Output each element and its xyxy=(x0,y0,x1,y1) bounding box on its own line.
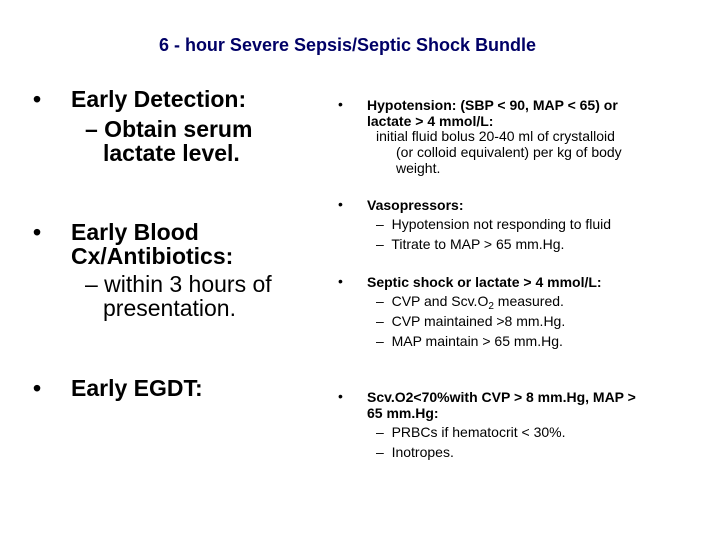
early-egdt-heading: Early EGDT: xyxy=(71,375,203,401)
septic-shock-item-text: MAP maintain > 65 mm.Hg. xyxy=(391,333,563,349)
early-blood-heading-line2: Cx/Antibiotics: xyxy=(71,243,234,269)
bullet-marker: • xyxy=(33,86,42,112)
septic-shock-item xyxy=(376,311,565,331)
hypotension-heading-line2: lactate > 4 mmol/L: xyxy=(367,113,494,129)
early-blood-sub-line1: – within 3 hours of xyxy=(85,271,272,297)
bullet-early-detection xyxy=(33,87,246,111)
dash-marker: – xyxy=(376,236,384,252)
early-detection-heading: Early Detection: xyxy=(71,86,247,112)
early-blood-heading-line1: Early Blood xyxy=(71,219,199,245)
bullet-marker: • xyxy=(33,219,42,245)
hypotension-text-line3: weight. xyxy=(396,160,441,176)
early-detection-sub-line1: – Obtain serum xyxy=(85,116,253,142)
dash-marker: – xyxy=(376,444,384,460)
bullet-early-blood xyxy=(33,220,199,244)
scvo2-heading-line2: 65 mm.Hg: xyxy=(367,405,439,421)
dash-marker: – xyxy=(376,424,384,440)
scvo2-item-text: PRBCs if hematocrit < 30%. xyxy=(391,424,566,440)
septic-shock-heading: Septic shock or lactate > 4 mmol/L: xyxy=(367,274,602,290)
vasopressors-item-text: Hypotension not responding to fluid xyxy=(391,216,612,232)
dash-marker: – xyxy=(376,293,384,309)
hypotension-text-line1: initial fluid bolus 20-40 ml of crystalloid xyxy=(376,128,615,144)
vasopressors-heading: Vasopressors: xyxy=(367,197,464,213)
septic-shock-item-text: CVP maintained >8 mm.Hg. xyxy=(391,313,566,329)
septic-shock-item-text-end: measured. xyxy=(493,293,564,309)
vasopressors-item xyxy=(376,234,564,254)
bullet-marker: • xyxy=(33,375,42,401)
vasopressors-item xyxy=(376,214,611,234)
hypotension-text-line2: (or colloid equivalent) per kg of body xyxy=(396,144,622,160)
dash-marker: – xyxy=(376,216,384,232)
dash-marker: – xyxy=(376,313,384,329)
bullet-marker: • xyxy=(338,96,343,112)
bullet-early-egdt xyxy=(33,376,203,400)
dash-marker: – xyxy=(376,333,384,349)
slide-title: 6 - hour Severe Sepsis/Septic Shock Bundle xyxy=(158,35,537,55)
scvo2-item-text: Inotropes. xyxy=(391,444,454,460)
septic-shock-item xyxy=(376,331,563,351)
bullet-marker: • xyxy=(338,273,343,289)
early-blood-sub-line2: presentation. xyxy=(103,295,236,321)
subscript-2: 2 xyxy=(488,301,494,312)
septic-shock-item-text: CVP and Scv.O xyxy=(391,293,489,309)
hypotension-heading-line1: Hypotension: (SBP < 90, MAP < 65) or xyxy=(367,97,618,113)
early-detection-sub-line2: lactate level. xyxy=(103,140,240,166)
bullet-marker: • xyxy=(338,388,343,404)
scvo2-item xyxy=(376,422,565,442)
bullet-marker: • xyxy=(338,196,343,212)
scvo2-heading-line1: Scv.O2<70%with CVP > 8 mm.Hg, MAP > xyxy=(367,389,636,405)
vasopressors-item-text: Titrate to MAP > 65 mm.Hg. xyxy=(391,236,565,252)
scvo2-item xyxy=(376,442,454,462)
